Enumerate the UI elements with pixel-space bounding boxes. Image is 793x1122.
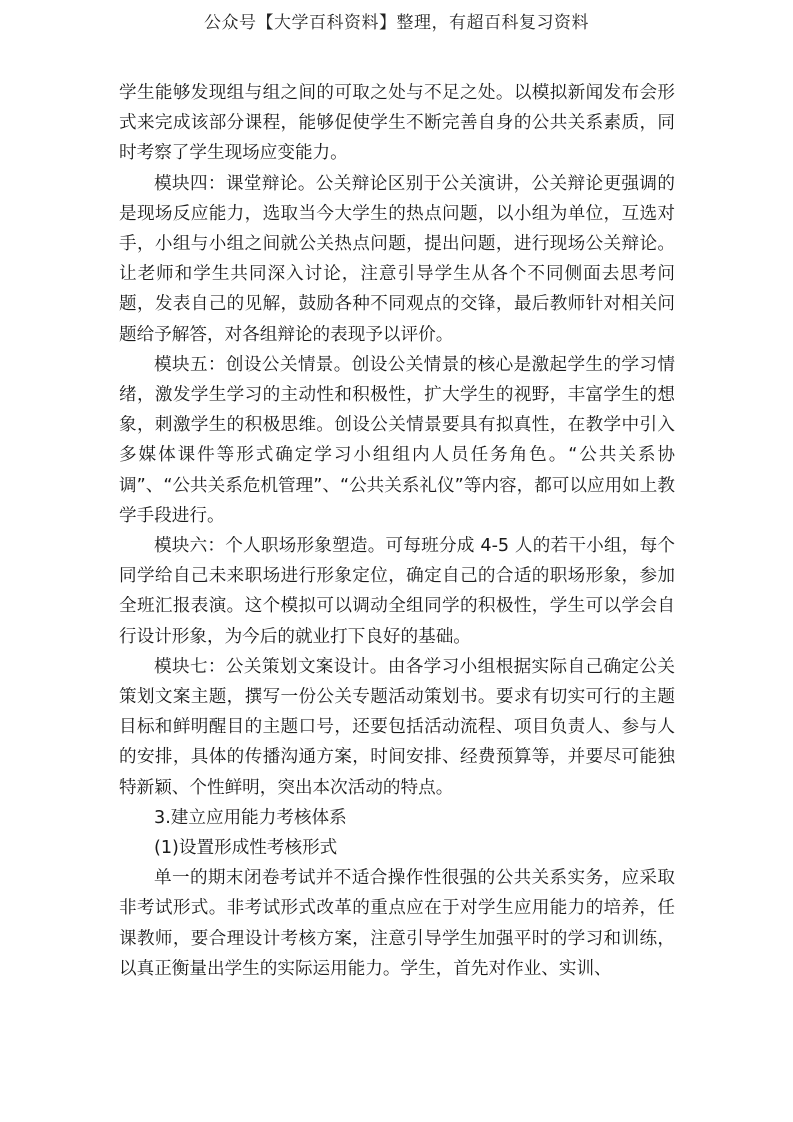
paragraph-module-five: 模块五：创设公关情景。创设公关情景的核心是激起学生的学习情绪，激发学生学习的主动性和积极性，扩大学生的视野，丰富学生的想象，刺激学生的积极思维。创设公关情景要具有拟真性，在教学中引入多媒体课件等形式确定学习小组组内人员任务角色。“公共关系协调”、“公共关系危机管理”、“公共关系礼仪”等内容，都可以应用如上教学手段进行。 bbox=[119, 354, 675, 526]
section-heading: 3.建立应用能力考核体系 bbox=[154, 807, 347, 828]
paragraph-assessment: 单一的期末闭卷考试并不适合操作性很强的公共关系实务，应采取非考试形式。非考试形式改革的重点应在于对学生应用能力的培养，任课教师，要合理设计考核方案，注意引导学生加强平时的学习和训练，以真正衡量出学生的实际运用能力。学生，首先对作业、实训、 bbox=[119, 868, 675, 979]
paragraph-module-six: 模块六：个人职场形象塑造。可每班分成 4-5 人的若干小组，每个同学给自己未来职场进行形象定位，确定自己的合适的职场形象，参加全班汇报表演。这个模拟可以调动全组同学的积极性，学生可以学会自行设计形象，为今后的就业打下良好的基础。 bbox=[119, 536, 675, 647]
document-body bbox=[119, 78, 675, 984]
paragraph-continuation: 学生能够发现组与组之间的可取之处与不足之处。以模拟新闻发布会形式来完成该部分课程，能够促使学生不断完善自身的公共关系素质，同时考察了学生现场应变能力。 bbox=[119, 83, 675, 164]
page-header: 公众号【大学百科资料】整理，有超百科复习资料 bbox=[204, 13, 589, 33]
subsection-heading: (1)设置形成性考核形式 bbox=[154, 838, 338, 859]
paragraph-module-four: 模块四：课堂辩论。公关辩论区别于公关演讲，公关辩论更强调的是现场反应能力，选取当今大学生的热点问题，以小组为单位，互选对手，小组与小组之间就公关热点问题，提出问题，进行现场公关辩论。让老师和学生共同深入讨论，注意引导学生从各个不同侧面去思考问题，发表自己的见解，鼓励各种不同观点的交锋，最后教师针对相关问题给予解答，对各组辩论的表现予以评价。 bbox=[119, 173, 675, 345]
paragraph-module-seven: 模块七：公关策划文案设计。由各学习小组根据实际自己确定公关策划文案主题，撰写一份公关专题活动策划书。要求有切实可行的主题目标和鲜明醒目的主题口号，还要包括活动流程、项目负责人、参与人的安排，具体的传播沟通方案，时间安排、经费预算等，并要尽可能独特新颖、个性鲜明，突出本次活动的特点。 bbox=[119, 656, 675, 798]
